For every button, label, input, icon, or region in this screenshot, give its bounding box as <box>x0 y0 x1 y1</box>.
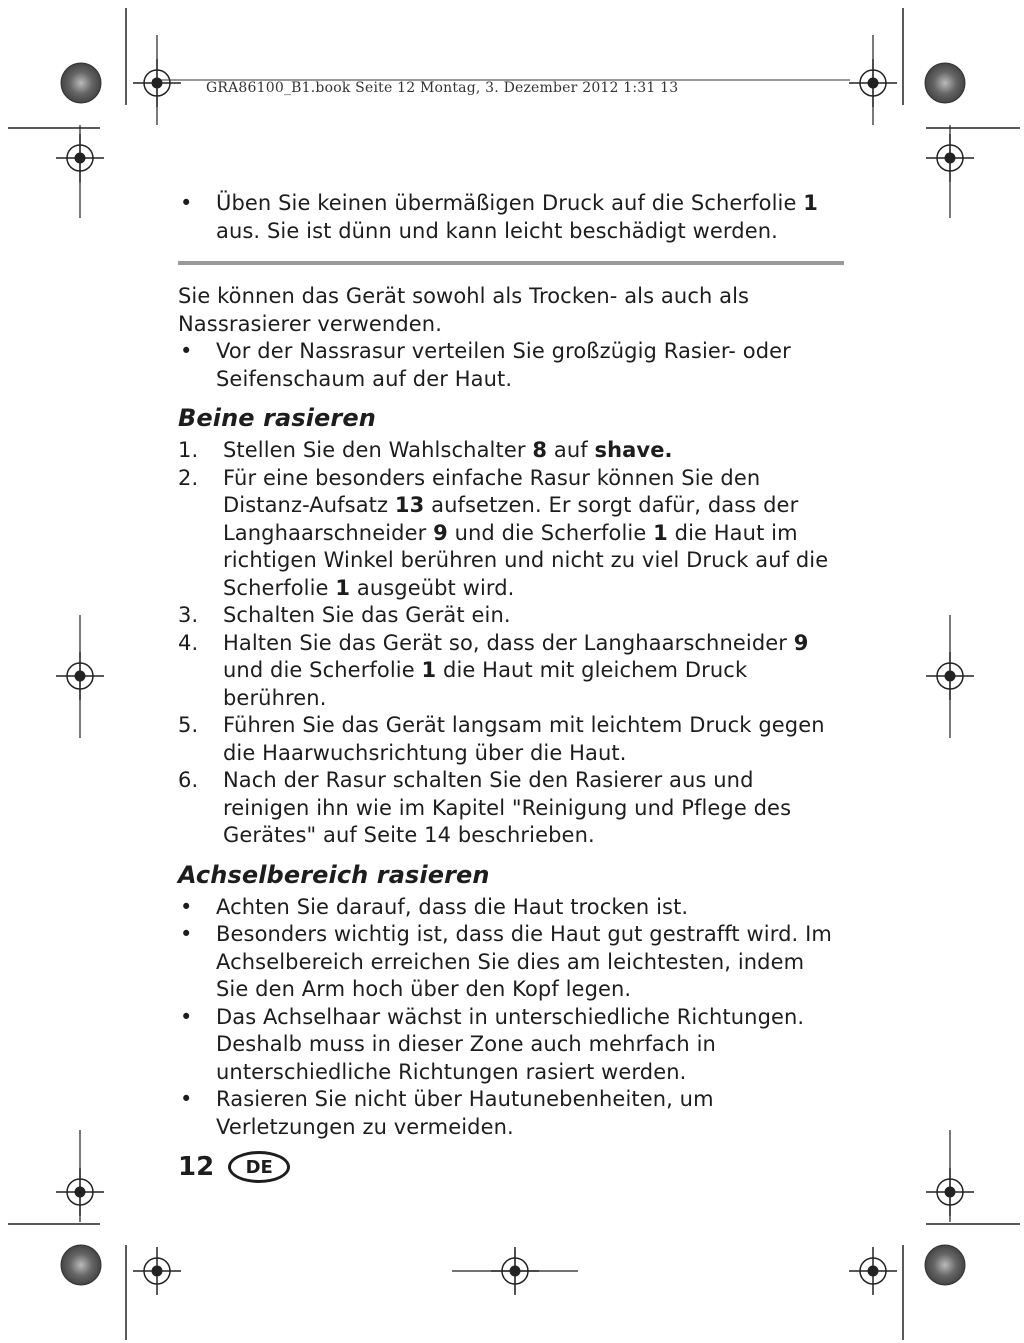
intro-paragraph: Sie können das Gerät sowohl als Trocken- als auch als Nassrasierer verwenden. <box>178 284 750 336</box>
color-wheel-icon <box>925 1245 965 1285</box>
section-heading: Achselbereich rasieren <box>178 860 490 889</box>
steps-list <box>178 437 838 850</box>
list-item: • Das Achselhaar wächst in unterschiedliche Richtungen. Deshalb muss in dieser Zone auch mehrfach in unterschiedliche Richtungen rasiert werden. <box>178 1004 838 1087</box>
list-item: 5. Führen Sie das Gerät langsam mit leichtem Druck gegen die Haarwuchsrichtung über die Haut. <box>178 713 825 765</box>
color-wheel-icon <box>61 1245 101 1285</box>
warning-bullet: • Üben Sie keinen übermäßigen Druck auf die Scherfolie 1 aus. Sie ist dünn und kann leicht beschädigt werden. <box>178 190 838 245</box>
page-content <box>178 190 838 1141</box>
list-item: 2. Für eine besonders einfache Rasur können Sie den Distanz-Aufsatz 13 aufsetzen. Er sorgt dafür, dass der Langhaarschneider 9 und die Scherfolie 1 die Haut im richtigen Winkel berühren und nicht zu viel Druck auf die Scherfolie 1 ausgeübt wird. <box>178 465 829 600</box>
print-info-header: GRA86100_B1.book Seite 12 Montag, 3. Dezember 2012 1:31 13 <box>206 80 679 96</box>
wet-shave-bullet: • Vor der Nassrasur verteilen Sie großzügig Rasier- oder Seifenschaum auf der Haut. <box>178 338 838 393</box>
list-item: • Besonders wichtig ist, dass die Haut gut gestrafft wird. Im Achselbereich erreichen Sie dies am leichtesten, indem Sie den Arm hoch über den Kopf legen. <box>178 921 838 1004</box>
color-wheel-icon <box>61 63 101 103</box>
registration-mark-icon <box>133 1247 181 1295</box>
list-item: 1. Stellen Sie den Wahlschalter 8 auf shave. <box>178 438 673 462</box>
list-item: 4. Halten Sie das Gerät so, dass der Langhaarschneider 9 und die Scherfolie 1 die Haut mit gleichem Druck berühren. <box>178 630 809 710</box>
list-item: 3. Schalten Sie das Gerät ein. <box>178 603 511 627</box>
color-wheel-icon <box>925 63 965 103</box>
language-badge: DE <box>228 1151 290 1183</box>
section-heading: Beine rasieren <box>178 404 376 432</box>
list-item: • Rasieren Sie nicht über Hautunebenheiten, um Verletzungen zu vermeiden. <box>178 1086 838 1141</box>
divider <box>178 261 844 265</box>
list-item: 6. Nach der Rasur schalten Sie den Rasierer aus und reinigen ihn wie im Kapitel "Reinigung und Pflege des Gerätes" auf Seite 14 beschrieben. <box>178 768 792 847</box>
page-footer <box>178 1150 290 1184</box>
bullet-list <box>178 894 838 1142</box>
registration-mark-icon <box>849 1247 897 1295</box>
list-item: • Achten Sie darauf, dass die Haut trocken ist. <box>178 894 838 922</box>
page-number: 12 <box>178 1152 215 1182</box>
